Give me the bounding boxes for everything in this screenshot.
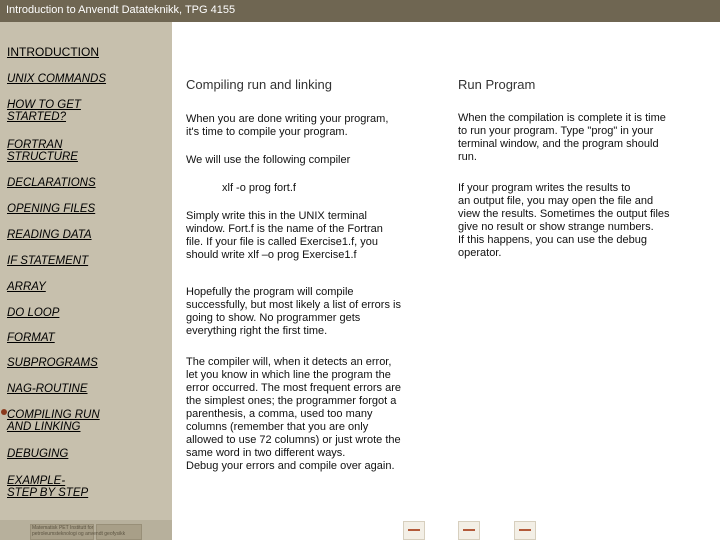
sidebar-item-compiling-run-and-linking[interactable]: COMPILING RUN AND LINKING	[7, 409, 100, 433]
compile-command: xlf -o prog fort.f	[222, 182, 296, 194]
sidebar-item-example-step-by-step[interactable]: EXAMPLE- STEP BY STEP	[7, 475, 89, 499]
compile-paragraph-4: Hopefully the program will compile successfully, but most likely a list of errors is going to show. No programmer gets everything right the first time.	[186, 286, 401, 337]
next-slide-button[interactable]	[514, 521, 536, 540]
sidebar-item-nag-routine[interactable]: NAG-ROUTINE	[7, 383, 88, 395]
compile-paragraph-3: Simply write this in the UNIX terminal window. Fort.f is the name of the Fortran file. If your file is called Exercise1.f, you should write xlf –o prog Exercise1.f	[186, 210, 383, 261]
sidebar-item-subprograms[interactable]: SUBPROGRAMS	[7, 357, 98, 369]
sidebar-item-do-loop[interactable]: DO LOOP	[7, 307, 60, 319]
logo-text: Matematisk PET Institutt for petroleumsteknologi og anvendt geofysikk	[32, 525, 126, 537]
sidebar-item-introduction[interactable]: INTRODUCTION	[7, 45, 99, 59]
sidebar-item-opening-files[interactable]: OPENING FILES	[7, 203, 96, 215]
title-bar	[0, 0, 720, 22]
presentation-title: Introduction to Anvendt Datateknikk, TPG 4155	[6, 4, 236, 16]
sidebar-item-format[interactable]: FORMAT	[7, 332, 55, 344]
run-paragraph-1: When the compilation is complete it is time to run your program. Type "prog" in your terminal window, and the program should run.	[458, 112, 666, 163]
sidebar-item-how-to-get-started[interactable]: HOW TO GET STARTED?	[7, 99, 81, 123]
compile-heading: Compiling run and linking	[186, 77, 332, 92]
run-paragraph-2: If your program writes the results to an output file, you may open the file and view the results. Sometimes the output files give no result or show strange numbers. If this happens, you can use the debug operator.	[458, 182, 670, 259]
sidebar-item-reading-data[interactable]: READING DATA	[7, 229, 92, 241]
home-button[interactable]	[458, 521, 480, 540]
compile-paragraph-2: We will use the following compiler	[186, 154, 351, 166]
sidebar-item-debuging[interactable]: DEBUGING	[7, 448, 69, 460]
sidebar-item-fortran-structure[interactable]: FORTRAN STRUCTURE	[7, 139, 78, 163]
sidebar-item-unix-commands[interactable]: UNIX COMMANDS	[7, 73, 107, 85]
compile-paragraph-5: The compiler will, when it detects an error, let you know in which line the program the error occurred. The most frequent errors are the simplest ones; the programmer forgot a parenthesis, a comma, used too many columns (remember that you are only allowed to use 72 columns) or just wrote the same word in two different ways. Debug your errors and compile over again.	[186, 356, 401, 472]
prev-slide-button[interactable]	[403, 521, 425, 540]
sidebar-item-declarations[interactable]: DECLARATIONS	[7, 177, 96, 189]
sidebar-item-array[interactable]: ARRAY	[7, 281, 46, 293]
run-heading: Run Program	[458, 77, 536, 92]
sidebar-item-if-statement[interactable]: IF STATEMENT	[7, 255, 89, 267]
compile-paragraph-1: When you are done writing your program, it's time to compile your program.	[186, 113, 389, 138]
